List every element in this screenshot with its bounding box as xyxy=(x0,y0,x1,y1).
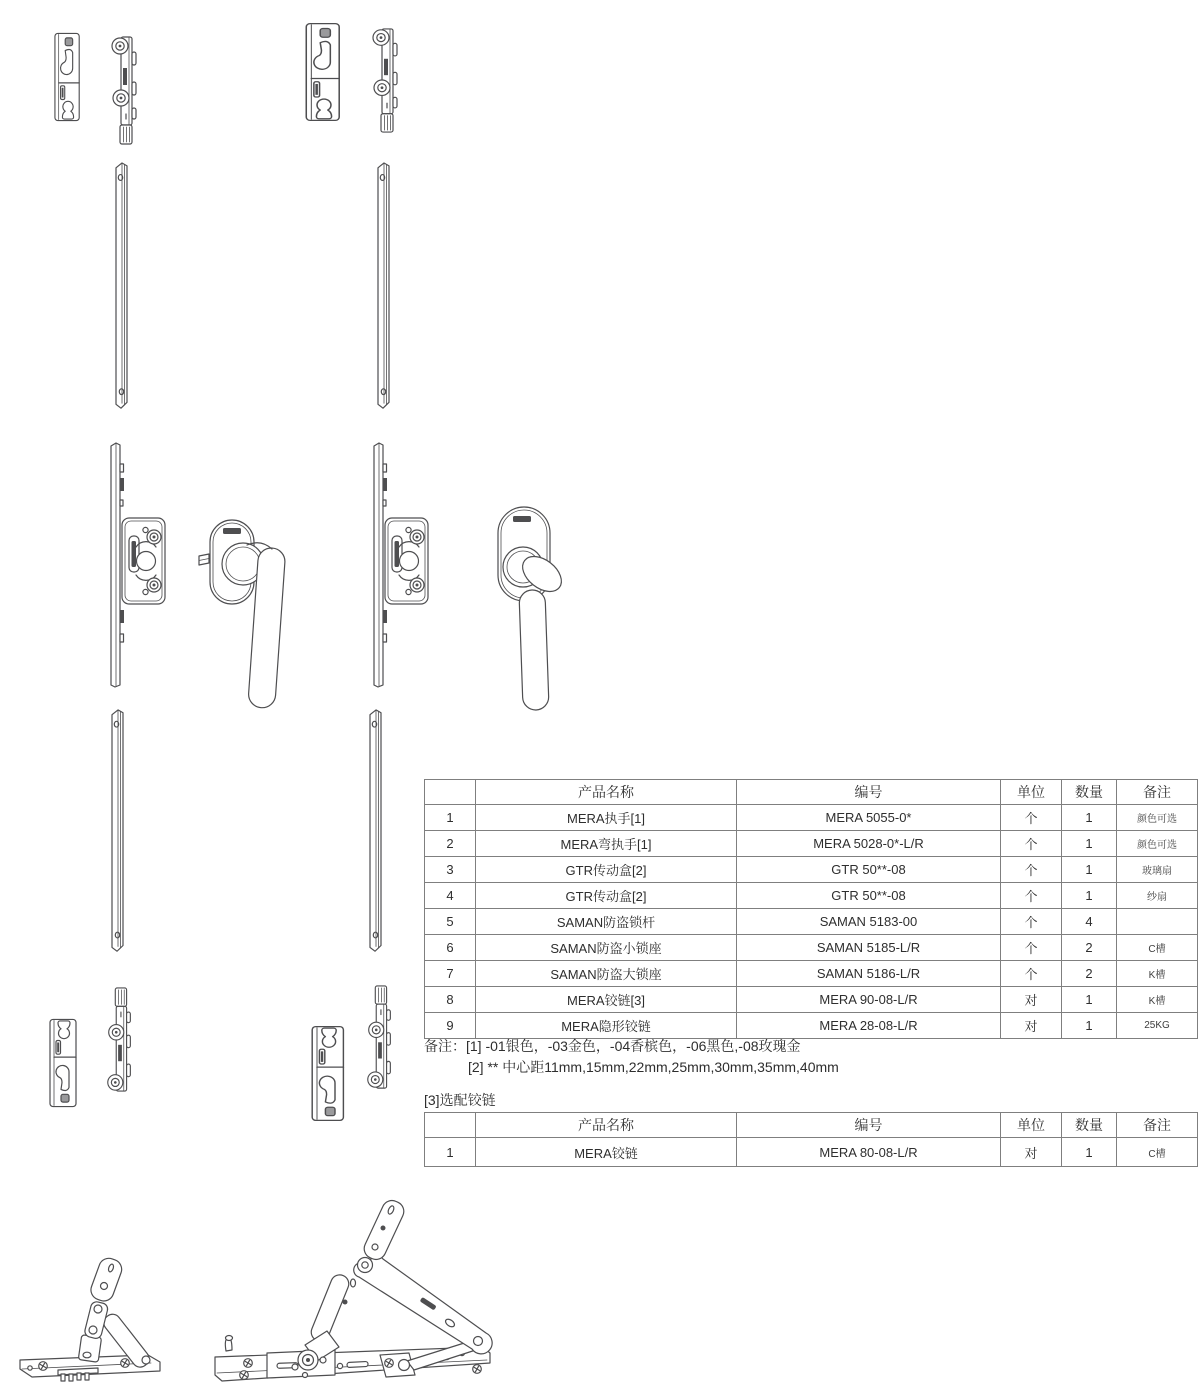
table-cell: MERA执手[1] xyxy=(476,805,737,831)
lock-bolt-top-right xyxy=(369,26,403,134)
keeper-plate-large-bottom xyxy=(311,1025,347,1122)
table-cell: GTR 50**-08 xyxy=(737,883,1001,909)
table-cell: 个 xyxy=(1001,961,1062,987)
table-row xyxy=(425,1013,1198,1039)
table-cell: 个 xyxy=(1001,831,1062,857)
note-line-1: [1] -01银色，-03金色，-04香槟色，-06黑色,-08玫瑰金 xyxy=(466,1038,801,1054)
table-cell: 纱扇 xyxy=(1117,883,1198,909)
table-cell: MERA弯执手[1] xyxy=(476,831,737,857)
table-cell: 2 xyxy=(1062,935,1117,961)
col-unit: 单位 xyxy=(1001,1113,1062,1138)
notes-label: 备注： xyxy=(424,1038,466,1054)
table-cell: SAMAN防盗大锁座 xyxy=(476,961,737,987)
table-cell: 9 xyxy=(425,1013,476,1039)
col-product-name: 产品名称 xyxy=(476,780,737,805)
table-cell: SAMAN防盗小锁座 xyxy=(476,935,737,961)
table-cell: 个 xyxy=(1001,935,1062,961)
table-cell: 对 xyxy=(1001,987,1062,1013)
table-cell: 颜色可选 xyxy=(1117,805,1198,831)
lock-bolt-top-left xyxy=(108,34,142,146)
table-row xyxy=(425,987,1198,1013)
table-cell: 1 xyxy=(1062,831,1117,857)
friction-hinge-small xyxy=(18,1252,168,1387)
lock-bolt-bottom-left xyxy=(104,986,136,1094)
table-cell: 3 xyxy=(425,857,476,883)
table-cell: K槽 xyxy=(1117,987,1198,1013)
table-row xyxy=(425,909,1198,935)
lock-bolt-bottom-right xyxy=(364,984,396,1091)
gearbox-drive-left xyxy=(108,442,166,688)
table-cell: 1 xyxy=(425,805,476,831)
table-cell: MERA 80-08-L/R xyxy=(737,1138,1001,1167)
table-cell: 1 xyxy=(1062,857,1117,883)
keeper-plate-small-top xyxy=(54,32,82,122)
table-cell: MERA 5055-0* xyxy=(737,805,1001,831)
table-cell: MERA 28-08-L/R xyxy=(737,1013,1001,1039)
table-cell: SAMAN 5185-L/R xyxy=(737,935,1001,961)
table-cell: 1 xyxy=(1062,1013,1117,1039)
main-parts-table xyxy=(424,779,1198,1039)
table-cell: MERA 90-08-L/R xyxy=(737,987,1001,1013)
table-cell: 颜色可选 xyxy=(1117,831,1198,857)
table-header-row xyxy=(425,780,1198,805)
table-cell: K槽 xyxy=(1117,961,1198,987)
col-remark: 备注 xyxy=(1117,780,1198,805)
window-handle-curved xyxy=(492,500,568,712)
table-cell: 1 xyxy=(1062,987,1117,1013)
table-header-row xyxy=(425,1113,1198,1138)
optional-hinge-title: [3]选配铰链 xyxy=(424,1092,496,1108)
table-cell: 对 xyxy=(1001,1013,1062,1039)
table-cell: 2 xyxy=(425,831,476,857)
table-cell: 1 xyxy=(425,1138,476,1167)
table-cell: 玻璃扇 xyxy=(1117,857,1198,883)
keeper-plate-small-bottom xyxy=(49,1018,79,1108)
col-index xyxy=(425,780,476,805)
lock-rod-lower-left xyxy=(108,708,128,956)
table-cell: 8 xyxy=(425,987,476,1013)
table-cell: 1 xyxy=(1062,1138,1117,1167)
keeper-plate-large-top xyxy=(305,22,343,122)
table-cell: MERA铰链 xyxy=(476,1138,737,1167)
table-row xyxy=(425,961,1198,987)
window-handle-straight xyxy=(198,500,290,712)
table-row xyxy=(425,831,1198,857)
table-cell: C槽 xyxy=(1117,1138,1198,1167)
table-cell: 4 xyxy=(1062,909,1117,935)
table-row xyxy=(425,805,1198,831)
table-cell: SAMAN 5183-00 xyxy=(737,909,1001,935)
col-code: 编号 xyxy=(737,1113,1001,1138)
table-cell: 1 xyxy=(1062,805,1117,831)
table-cell: 5 xyxy=(425,909,476,935)
col-qty: 数量 xyxy=(1062,780,1117,805)
notes-block xyxy=(424,1036,839,1078)
table-cell: 1 xyxy=(1062,883,1117,909)
table-cell: GTR传动盒[2] xyxy=(476,883,737,909)
table-cell: 25KG xyxy=(1117,1013,1198,1039)
table-cell: 个 xyxy=(1001,883,1062,909)
table-cell: C槽 xyxy=(1117,935,1198,961)
table-cell: 个 xyxy=(1001,857,1062,883)
col-code: 编号 xyxy=(737,780,1001,805)
table-cell: 7 xyxy=(425,961,476,987)
table-cell: 6 xyxy=(425,935,476,961)
col-unit: 单位 xyxy=(1001,780,1062,805)
lock-rod-lower-right xyxy=(366,708,386,956)
table-cell: 个 xyxy=(1001,909,1062,935)
col-qty: 数量 xyxy=(1062,1113,1117,1138)
table-cell: 个 xyxy=(1001,805,1062,831)
col-product-name: 产品名称 xyxy=(476,1113,737,1138)
table-row xyxy=(425,1138,1198,1167)
table-cell: 对 xyxy=(1001,1138,1062,1167)
table-row xyxy=(425,935,1198,961)
table-row xyxy=(425,883,1198,909)
optional-hinge-table xyxy=(424,1112,1198,1167)
table-row xyxy=(425,857,1198,883)
col-remark: 备注 xyxy=(1117,1113,1198,1138)
note-line-2: [2] ** 中心距11mm,15mm,22mm,25mm,30mm,35mm,40mm xyxy=(468,1059,839,1075)
table-cell: SAMAN防盗锁杆 xyxy=(476,909,737,935)
lock-rod-upper-left xyxy=(112,161,132,413)
table-cell: 4 xyxy=(425,883,476,909)
table-cell: SAMAN 5186-L/R xyxy=(737,961,1001,987)
table-cell: GTR传动盒[2] xyxy=(476,857,737,883)
col-index xyxy=(425,1113,476,1138)
table-cell: MERA隐形铰链 xyxy=(476,1013,737,1039)
friction-hinge-large xyxy=(195,1185,495,1397)
gearbox-drive-right xyxy=(371,442,429,688)
table-cell: 2 xyxy=(1062,961,1117,987)
table-cell: MERA 5028-0*-L/R xyxy=(737,831,1001,857)
table-cell xyxy=(1117,909,1198,935)
table-cell: GTR 50**-08 xyxy=(737,857,1001,883)
lock-rod-upper-right xyxy=(374,161,394,413)
table-cell: MERA铰链[3] xyxy=(476,987,737,1013)
